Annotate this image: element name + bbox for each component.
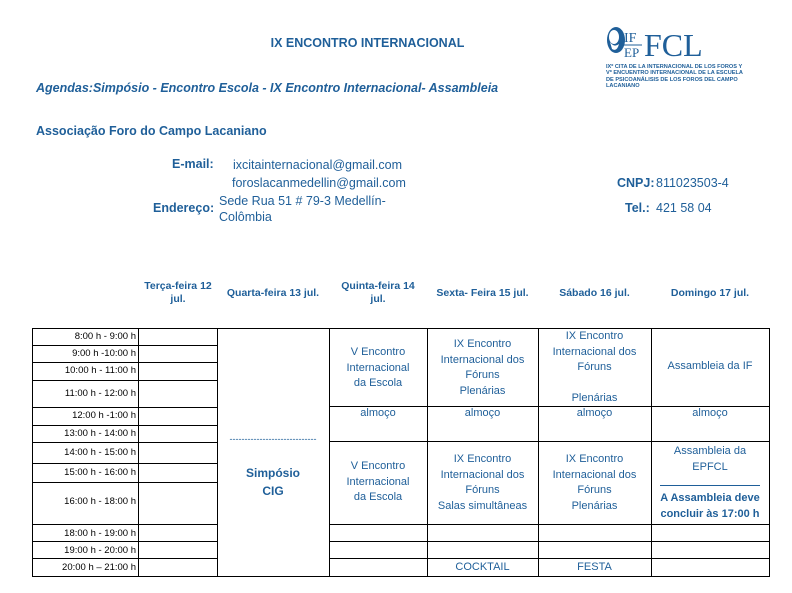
logo-line: Vº ENCUENTRO INTERNACIONAL DE LA ESCUELA [606,70,743,77]
time-slot: 10:00 h - 11:00 h [64,365,136,376]
day-header-line: jul. [370,293,386,305]
event-line: Plenárias [571,392,618,404]
logo-line: DE PSICOANÁLISIS DE LOS FOROS DEL CAMPO LACANIANO [606,76,738,90]
logo-line: IXº CITA DE LA INTERNACIONAL DE LOS FOROS Y [606,64,743,70]
event-fri-morning [427,337,538,399]
event-line: Fóruns [465,369,500,381]
event-sun-morning: Assambleia da IF [667,360,753,372]
event-line: Internacional [346,475,410,488]
event-line: IX Encontro [565,453,624,465]
lunch-thu: almoço [360,407,396,419]
event-cocktail: COCKTAIL [455,561,510,573]
event-line: V Encontro [350,346,406,358]
logo-caption [606,64,756,90]
event-line: Plenárias [459,384,506,397]
tel-value: 421 58 04 [656,201,712,215]
event-line: Internacional [346,361,410,374]
sun-separator [660,485,760,486]
event-line: Fóruns [465,484,500,496]
agenda-subtitle: Agendas:Simpósio - Encontro Escola - IX Encontro Internacional- Assambleia [36,81,499,95]
day-header-wed [217,287,329,300]
time-slot: 19:00 h - 20:00 h [64,545,136,556]
lunch-fri: almoço [464,407,501,419]
day-header-line: Domingo 17 jul. [670,287,750,299]
event-line: Internacional dos [552,345,637,358]
association-name: Associação Foro do Campo Lacaniano [36,124,267,138]
event-thu-morning [329,345,427,392]
event-line: Fóruns [577,484,612,496]
day-header-line: Quinta-feira 14 [341,280,415,292]
time-slot: 13:00 h - 14:00 h [64,428,136,439]
time-slot: 9:00 h -10:00 h [72,348,136,359]
event-line: Salas simultâneas [437,499,528,512]
cnpj-label: CNPJ: [617,176,655,190]
assembly-note [651,491,769,522]
lunch-sat: almoço [576,407,613,419]
event-line: Fóruns [577,361,612,373]
day-header-line: Terça-feira 12 [144,280,212,292]
day-header-line: jul. [170,293,186,305]
time-slot: 18:00 h - 19:00 h [64,528,136,539]
day-header-fri [427,287,538,300]
event-line: da Escola [353,491,403,503]
event-festa: FESTA [577,561,612,573]
time-slot: 12:00 h -1:00 h [72,410,136,421]
time-slot: 14:00 h - 15:00 h [64,447,136,458]
time-slot: 20:00 h – 21:00 h [62,562,136,573]
tel-label: Tel.: [625,201,650,215]
event-line: Internacional dos [552,468,637,481]
address-line-2: Colômbia [219,210,272,224]
svg-text:EP: EP [624,45,640,60]
day-header-tue [138,280,218,306]
event-spacer [538,376,651,392]
day-header-thu [329,280,427,306]
time-slot: 8:00 h - 9:00 h [74,331,136,342]
svg-text:IF: IF [624,31,637,46]
time-slot: 11:00 h - 12:00 h [64,388,136,399]
event-line: V Encontro [350,460,406,472]
day-header-line: Sábado 16 jul. [559,287,630,299]
day-header-line: Sexta- Feira 15 jul. [436,287,529,299]
lunch-sun: almoço [692,407,728,419]
event-line: concluir às 17:00 h [660,507,760,520]
email-primary: ixcitainternacional@gmail.com [233,158,403,172]
event-line: IX Encontro [565,330,624,342]
day-header-sun [651,287,769,300]
event-sat-morning [538,329,651,407]
event-line: A Assambleia deve [660,492,760,504]
event-line: Internacional dos [440,353,525,366]
time-slot: 16:00 h - 18:00 h [64,496,136,507]
day-header-sat [538,287,651,300]
event-line: Plenárias [571,499,618,512]
event-line: EPFCL [692,460,728,473]
event-line: Internacional dos [440,468,525,481]
page-title: IX ENCONTRO INTERNACIONAL [270,36,465,50]
svg-text:FCL: FCL [644,27,703,63]
event-line: IX Encontro [453,338,512,350]
event-thu-afternoon [329,459,427,506]
event-fri-afternoon [427,452,538,514]
event-sat-afternoon [538,452,651,514]
address-line-1: Sede Rua 51 # 79-3 Medellín- [219,194,386,208]
event-sun-afternoon [651,444,769,475]
simposio-title: Simpósio [245,466,300,480]
address-label: Endereço: [153,201,215,215]
cnpj-value: 811023503-4 [656,176,729,190]
time-slot: 15:00 h - 16:00 h [64,467,136,478]
wed-divider: ----------------------------- [229,434,317,444]
event-line: Assambleia da [673,445,747,457]
email-label: E-mail: [172,157,214,171]
event-line: da Escola [353,377,403,389]
simposio-subtitle: CIG [262,484,284,498]
email-secondary: foroslacanmedellin@gmail.com [232,176,406,190]
day-header-line: Quarta-feira 13 jul. [226,287,320,299]
event-line: IX Encontro [453,453,512,465]
